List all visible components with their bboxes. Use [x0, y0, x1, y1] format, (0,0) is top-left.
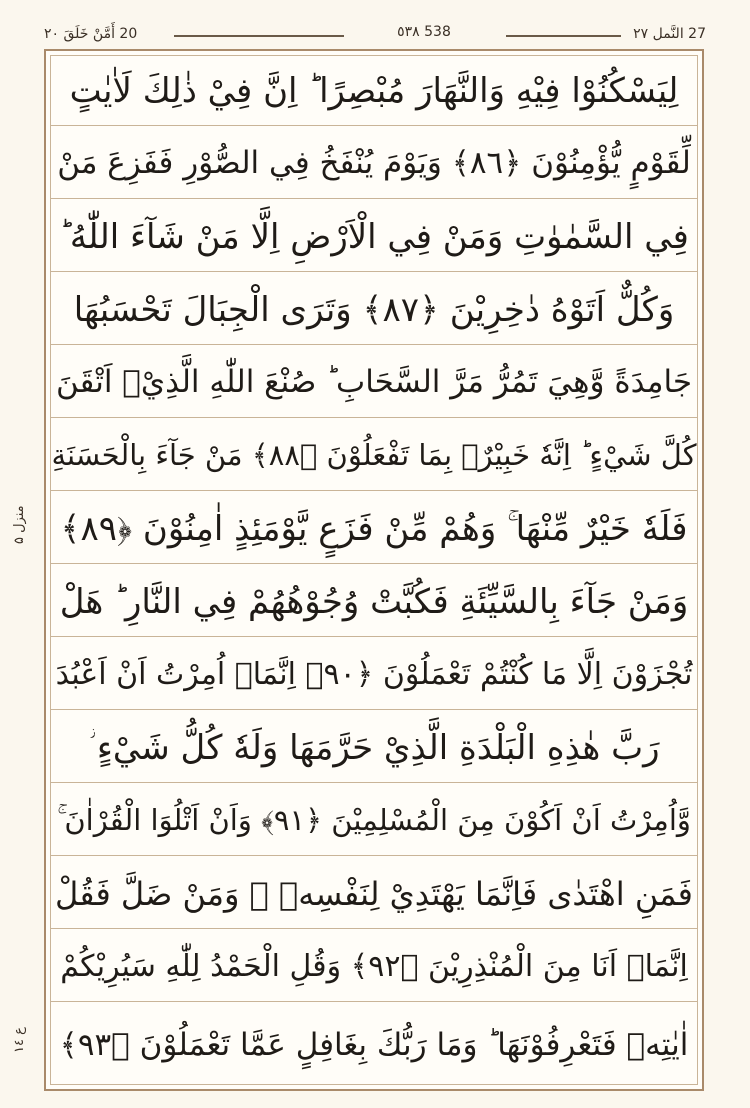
verse-line-2: لِّقَوْمٍ يُّؤْمِنُوْنَ ﴿٨٦﴾ وَيَوْمَ يُنْفَخُ فِي الصُّوْرِ فَفَزِعَ مَنْ	[51, 129, 697, 199]
verse-line-5: جَامِدَةً وَّهِيَ تَمُرُّ مَرَّ السَّحَابِ ؕ صُنْعَ اللّٰهِ الَّذِيْۤ اَتْقَنَ	[51, 348, 697, 418]
page-header	[44, 22, 706, 50]
verse-line-7: فَلَهٗ خَيْرٌ مِّنْهَا ۚ وَهُمْ مِّنْ فَزَعٍ يَّوْمَئِذٍ اٰمِنُوْنَ ﴿٨٩﴾	[51, 494, 697, 564]
header-rule-left	[174, 35, 344, 37]
text-frame	[44, 49, 704, 1091]
header-page-number: 538 ٥٣٨	[397, 24, 451, 40]
verse-line-3: فِي السَّمٰوٰتِ وَمَنْ فِي الْاَرْضِ اِلَّا مَنْ شَآءَ اللّٰهُ ؕ	[51, 202, 697, 272]
header-rule-right	[506, 35, 621, 37]
verse-line-4: وَكُلٌّ اَتَوْهُ دٰخِرِيْنَ ﴿٨٧﴾ وَتَرَى الْجِبَالَ تَحْسَبُهَا	[51, 275, 697, 345]
margin-manzil-marker: منزل ۵	[12, 505, 27, 545]
verse-line-10: رَبَّ هٰذِهِ الْبَلْدَةِ الَّذِيْ حَرَّمَهَا وَلَهٗ كُلُّ شَيْءٍ ؗ	[51, 713, 697, 783]
verse-line-13: اِنَّمَاۤ اَنَا مِنَ الْمُنْذِرِيْنَ ﴿٩٢﴾ وَقُلِ الْحَمْدُ لِلّٰهِ سَيُرِيْكُمْ	[51, 932, 697, 1002]
verse-line-9: تُجْزَوْنَ اِلَّا مَا كُنْتُمْ تَعْمَلُوْنَ ﴿٩٠﴾ اِنَّمَاۤ اُمِرْتُ اَنْ اَعْبُدَ	[51, 640, 697, 710]
verse-line-11: وَّاُمِرْتُ اَنْ اَكُوْنَ مِنَ الْمُسْلِمِيْنَ ﴿٩١﴾ وَاَنْ اَتْلُوَا الْقُرْاٰنَ ۚ	[51, 786, 697, 856]
verse-line-14: اٰيٰتِهٖ فَتَعْرِفُوْنَهَا ؕ وَمَا رَبُّكَ بِغَافِلٍ عَمَّا تَعْمَلُوْنَ ﴿٩٣﴾	[59, 1026, 689, 1063]
header-surah: 27 النَّمل ٢٧	[633, 26, 706, 42]
verse-line-1: لِيَسْكُنُوْا فِيْهِ وَالنَّهَارَ مُبْصِرًا ؕ اِنَّ فِيْ ذٰلِكَ لَاٰيٰتٍ	[51, 56, 697, 126]
verse-line-6: كُلَّ شَيْءٍ ؕ اِنَّهٗ خَبِيْرٌۢ بِمَا تَفْعَلُوْنَ ﴿٨٨﴾ مَنْ جَآءَ بِالْحَسَنَةِ	[51, 421, 697, 491]
verse-lines	[50, 55, 698, 1085]
margin-ruku-marker: ع ١٤	[12, 1027, 27, 1053]
header-juz: 20 أَمَّنْ خَلَقَ ٢٠	[44, 26, 138, 42]
verse-line-12: فَمَنِ اهْتَدٰى فَاِنَّمَا يَهْتَدِيْ لِنَفْسِهٖ ۚ وَمَنْ ضَلَّ فَقُلْ	[51, 859, 697, 929]
verse-line-8: وَمَنْ جَآءَ بِالسَّيِّئَةِ فَكُبَّتْ وُجُوْهُهُمْ فِي النَّارِ ؕ هَلْ	[51, 567, 697, 637]
